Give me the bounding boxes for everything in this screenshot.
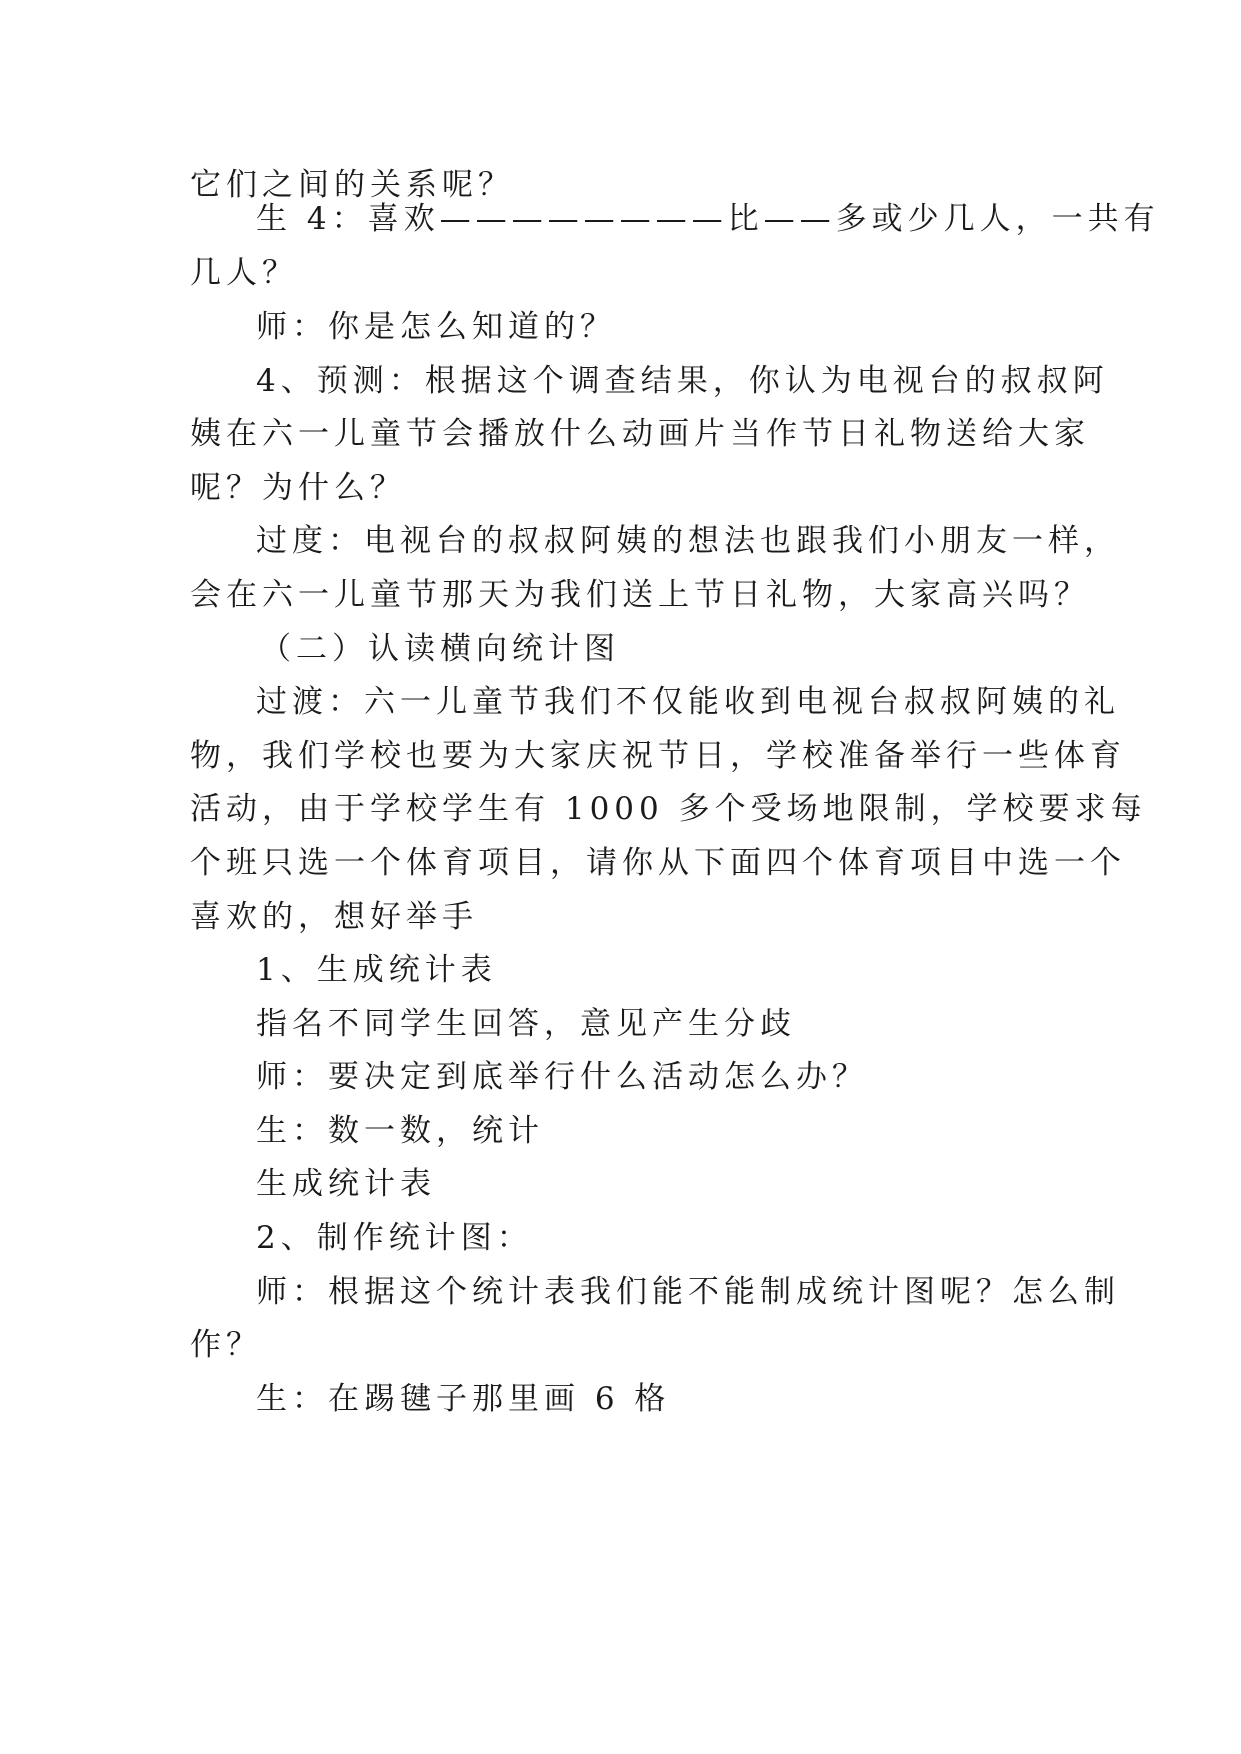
text-line: 2、制作统计图： [256, 1220, 533, 1256]
text-line: 物，我们学校也要为大家庆祝节日，学校准备举行一些体育 [190, 738, 1126, 774]
text-line: 1、生成统计表 [256, 952, 497, 988]
text-line: 指名不同学生回答，意见产生分歧 [256, 1006, 796, 1042]
text-line: 喜欢的，想好举手 [190, 899, 478, 935]
text-line: 过度：电视台的叔叔阿姨的想法也跟我们小朋友一样， [256, 523, 1120, 559]
text-line: 师：你是怎么知道的？ [256, 309, 616, 345]
text-line: 它们之间的关系呢？ [190, 167, 514, 203]
text-line: 呢？为什么？ [190, 470, 406, 506]
text-line: 过渡：六一儿童节我们不仅能收到电视台叔叔阿姨的礼 [256, 684, 1120, 720]
text-line: 会在六一儿童节那天为我们送上节日礼物，大家高兴吗？ [190, 577, 1090, 613]
text-line: 生 4：喜欢————————比——多或少几人，一共有 [256, 201, 1160, 237]
text-line: 作？ [190, 1327, 262, 1363]
text-line: 几人？ [190, 255, 298, 291]
text-line: 个班只选一个体育项目，请你从下面四个体育项目中选一个 [190, 845, 1126, 881]
text-line: 生成统计表 [256, 1166, 436, 1202]
text-line: 4、预测：根据这个调查结果，你认为电视台的叔叔阿 [256, 363, 1109, 399]
text-line: 师：要决定到底举行什么活动怎么办？ [256, 1059, 868, 1095]
text-line: 师：根据这个统计表我们能不能制成统计图呢？怎么制 [256, 1274, 1120, 1310]
section-heading: （二）认读横向统计图 [260, 631, 620, 667]
text-line: 生：数一数，统计 [256, 1113, 544, 1149]
text-line: 活动，由于学校学生有 1000 多个受场地限制，学校要求每 [190, 791, 1147, 827]
text-line: 生：在踢毽子那里画 6 格 [256, 1381, 671, 1417]
text-line: 姨在六一儿童节会播放什么动画片当作节日礼物送给大家 [190, 416, 1090, 452]
